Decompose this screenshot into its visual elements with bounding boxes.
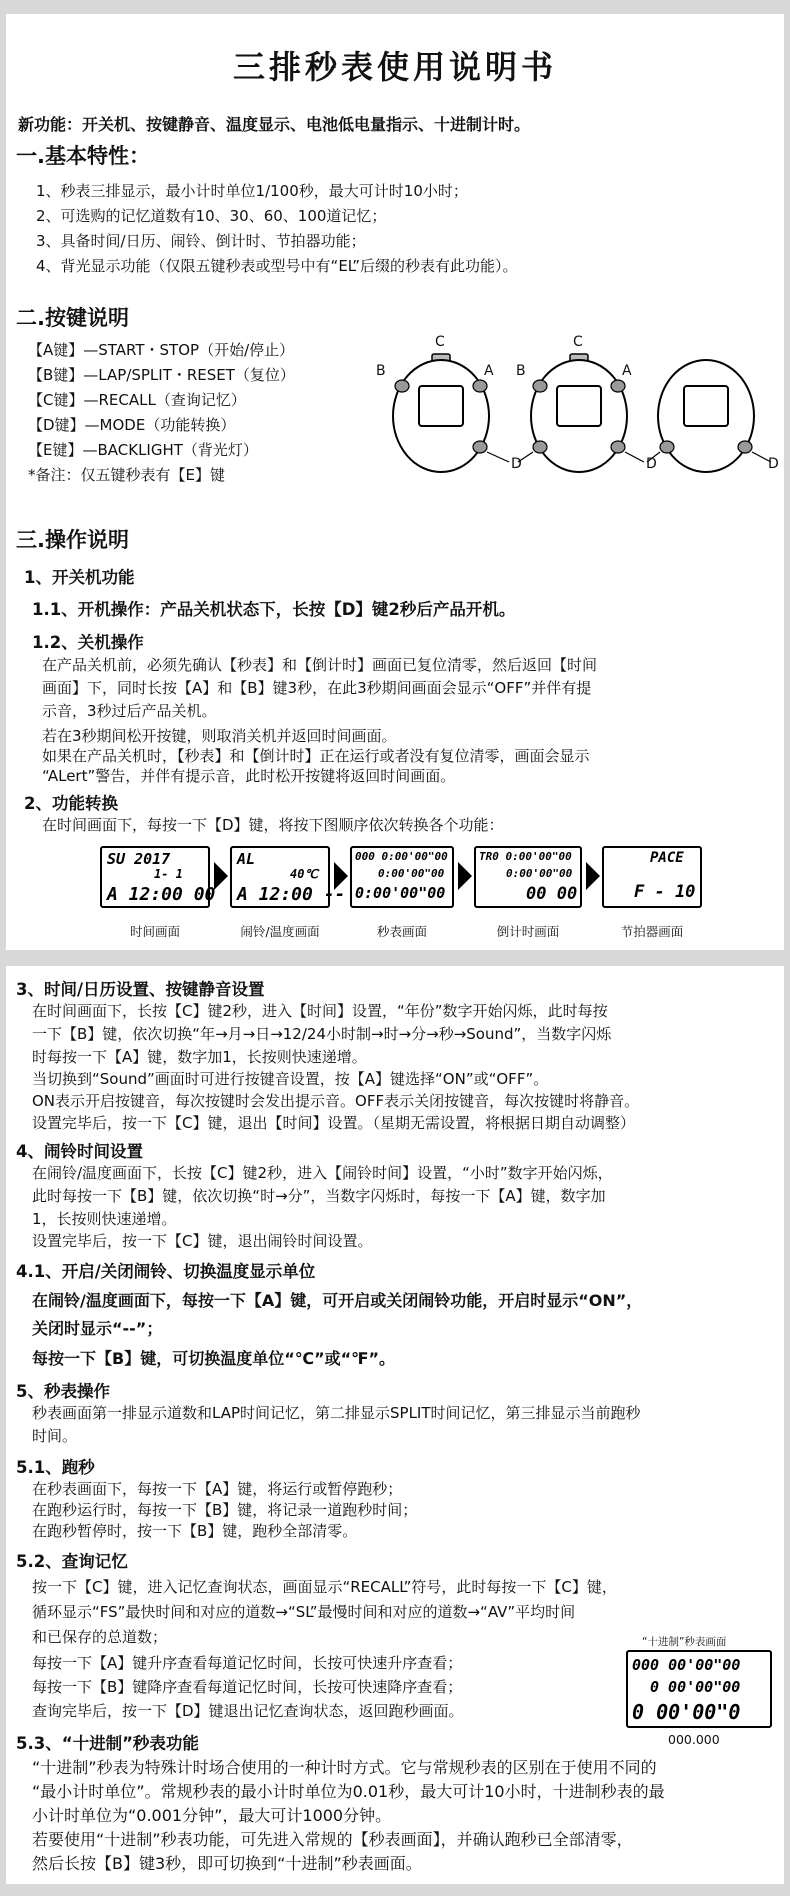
run-line: 在秒表画面下，每按一下【A】键，将运行或暂停跑秒； (32, 1480, 403, 1498)
recall-line: 循环显示“FS”最快时间和对应的道数→“SL”最慢时间和对应的道数→“AV”平均时间 (32, 1603, 576, 1621)
decimal-line: “十进制”秒表为特殊计时场合使用的一种计时方式。它与常规秒表的区别在于使用不同的 (32, 1758, 657, 1777)
arrow-right-icon (334, 862, 348, 890)
power-heading: 1、开关机功能 (24, 568, 135, 587)
lcd-row: 0:00'00"00 (355, 884, 446, 902)
power-off-line: 示音，3秒过后产品关机。 (42, 702, 217, 720)
decimal-heading: 5.3、“十进制”秒表功能 (16, 1734, 199, 1753)
caption-alarm: 闹铃/温度画面 (240, 924, 320, 939)
key-note: *备注：仅五键秒表有【E】键 (28, 466, 225, 484)
time-setting-heading: 3、时间/日历设置、按键静音设置 (16, 980, 265, 999)
lcd-row: A 12:00 -- (237, 884, 346, 905)
mode-text: 在时间画面下，每按一下【D】键，将按下图顺序依次转换各个功能： (42, 816, 504, 834)
time-setting-line: 当切换到“Sound”画面时可进行按键音设置，按【A】键选择“ON”或“OFF”。 (32, 1070, 549, 1088)
recall-line: 和已保存的总道数； (32, 1628, 168, 1646)
new-features: 新功能：开关机、按键静音、温度显示、电池低电量指示、十进制计时。 (18, 115, 531, 134)
decimal-line: 小计时单位为“0.001分钟”，最大可计1000分钟。 (32, 1806, 392, 1825)
lcd-row: 0:00'00"00 (506, 867, 573, 880)
stopwatch-line: 秒表画面第一排显示道数和LAP时间记忆，第二排显示SPLIT时间记忆，第三排显示当前跑秒 (32, 1404, 641, 1422)
key-e: 【E键】—BACKLIGHT（背光灯） (28, 441, 258, 459)
label-d: D (511, 456, 522, 472)
caption-metronome: 节拍器画面 (620, 924, 684, 939)
label-a: A (622, 363, 632, 379)
page-title: 三排秒表使用说明书 (232, 48, 557, 86)
alarm-setting-heading: 4、闹铃时间设置 (16, 1142, 143, 1161)
lcd-alarm-screen (230, 846, 346, 908)
arrow-right-icon (458, 862, 472, 890)
time-setting-line: 在时间画面下，长按【C】键2秒，进入【时间】设置，“年份”数字开始闪烁，此时每按 (32, 1002, 608, 1020)
basic-item-1: 1、秒表三排显示，最小计时单位1/100秒，最大可计时10小时； (36, 182, 468, 200)
lcd-metronome-screen (602, 846, 702, 908)
lcd-row: 0 00'00"0 (632, 1700, 741, 1724)
basic-item-2: 2、可选购的记忆道数有10、30、60、100道记忆； (36, 207, 387, 225)
lcd-stopwatch-screen (350, 846, 454, 908)
caption-time: 时间画面 (129, 924, 180, 939)
decimal-line: “最小计时单位”。常规秒表的最小计时单位为0.01秒，最大可计10小时，十进制秒表的最 (32, 1782, 665, 1801)
run-line: 在跑秒运行时，每按一下【B】键，将记录一道跑秒时间； (32, 1501, 418, 1519)
power-off-line: 如果在产品关机时，【秒表】和【倒计时】正在运行或者没有复位清零，画面会显示 (42, 747, 590, 765)
power-off-line: 在产品关机前，必须先确认【秒表】和【倒计时】画面已复位清零，然后返回【时间 (42, 656, 598, 674)
section-ops-heading: 三.操作说明 (16, 528, 129, 552)
recall-heading: 5.2、查询记忆 (16, 1552, 128, 1571)
alarm-setting-line: 设置完毕后，按一下【C】键，退出闹铃时间设置。 (32, 1232, 373, 1250)
label-d: D (768, 456, 779, 472)
power-off-line: 画面】下，同时长按【A】和【B】键3秒，在此3秒期间画面会显示“OFF”并伴有提 (42, 679, 592, 697)
power-off-line: “ALert”警告，并伴有提示音，此时松开按键将返回时间画面。 (42, 767, 456, 785)
stopwatch-line: 时间。 (32, 1427, 78, 1445)
key-b: 【B键】—LAP/SPLIT・RESET（复位） (28, 366, 295, 384)
alarm-setting-line: 此时每按一下【B】键，依次切换“时→分”，当数字闪烁时，每按一下【A】键，数字加 (32, 1187, 606, 1205)
mode-heading: 2、功能转换 (24, 794, 118, 813)
recall-line: 查询完毕后，按一下【D】键退出记忆查询状态，返回跑秒画面。 (32, 1702, 464, 1720)
recall-line: 每按一下【A】键升序查看每道记忆时间，长按可快速升序查看； (32, 1654, 463, 1672)
lcd-row: 40℃ (290, 867, 318, 881)
power-off-heading: 1.2、关机操作 (32, 633, 144, 652)
stopwatch-icon (647, 360, 771, 472)
run-line: 在跑秒暂停时，按一下【B】键，跑秒全部清零。 (32, 1522, 358, 1540)
decimal-line: 若要使用“十进制”秒表功能，可先进入常规的【秒表画面】，并确认跑秒已全部清零， (32, 1830, 633, 1849)
alarm-setting-line: 在闹铃/温度画面下，长按【C】键2秒，进入【闹铃时间】设置，“小时”数字开始闪烁， (32, 1164, 613, 1182)
lcd-row: 0 00'00"00 (650, 1678, 741, 1696)
lcd-row: 000 0:00'00"00 (355, 850, 448, 863)
lcd-row: 000 00'00"00 (632, 1656, 741, 1674)
key-a: 【A键】—START・STOP（开始/停止） (28, 341, 295, 359)
lcd-row: 00 00 (526, 884, 578, 904)
lcd-row: SU 2017 (107, 850, 171, 868)
key-c: 【C键】—RECALL（查询记忆） (28, 391, 246, 409)
lcd-row: F - 10 (634, 882, 696, 902)
lcd-decimal-screen (626, 1650, 772, 1728)
power-off-line: 若在3秒期间松开按键，则取消关机并返回时间画面。 (42, 727, 397, 745)
recall-line: 每按一下【B】键降序查看每道记忆时间，长按可快速降序查看； (32, 1678, 463, 1696)
time-setting-line: ON表示开启按键音，每次按键时会发出提示音。OFF表示关闭按键音，每次按键时将静音。 (32, 1092, 640, 1110)
alarm-toggle-line: 关闭时显示“--”； (32, 1319, 163, 1338)
alarm-setting-line: 1，长按则快速递增。 (32, 1210, 177, 1228)
page-sheet-bottom (6, 966, 784, 1884)
decimal-screen-label: “十进制”秒表画面 (642, 1636, 727, 1648)
caption-countdown: 倒计时画面 (496, 924, 560, 939)
basic-item-3: 3、具备时间/日历、闹铃、倒计时、节拍器功能； (36, 232, 366, 250)
label-d: D (646, 456, 657, 472)
lcd-row: PACE (650, 850, 684, 866)
decimal-line: 然后长按【B】键3秒，即可切换到“十进制”秒表画面。 (32, 1854, 422, 1873)
lcd-time-screen (100, 846, 216, 908)
lcd-row: AL (237, 850, 256, 868)
label-c: C (573, 334, 583, 350)
run-heading: 5.1、跑秒 (16, 1458, 95, 1477)
label-a: A (484, 363, 494, 379)
caption-stopwatch: 秒表画面 (376, 924, 427, 939)
arrow-right-icon (586, 862, 600, 890)
label-b: B (516, 363, 526, 379)
label-c: C (435, 334, 445, 350)
lcd-row: 1- 1 (154, 867, 183, 881)
stopwatch-heading: 5、秒表操作 (16, 1382, 110, 1401)
basic-item-4: 4、背光显示功能（仅限五键秒表或型号中有“EL”后缀的秒表有此功能）。 (36, 257, 518, 275)
lcd-countdown-screen (474, 846, 582, 908)
section-basic-heading: 一.基本特性： (16, 144, 150, 168)
label-b: B (376, 363, 386, 379)
time-setting-line: 设置完毕后，按一下【C】键，退出【时间】设置。（星期无需设置，将根据日期自动调整） (32, 1114, 635, 1132)
key-d: 【D键】—MODE（功能转换） (28, 416, 236, 434)
section-keys-heading: 二.按键说明 (16, 306, 129, 330)
decimal-screen-caption: 000.000 (668, 1732, 720, 1747)
arrow-right-icon (214, 862, 228, 890)
alarm-toggle-heading: 4.1、开启/关闭闹铃、切换温度显示单位 (16, 1262, 316, 1281)
lcd-row: TR0 0:00'00"00 (479, 850, 572, 863)
recall-line: 按一下【C】键，进入记忆查询状态，画面显示“RECALL”符号，此时每按一下【C】键， (32, 1578, 617, 1596)
lcd-row: 0:00'00"00 (378, 867, 445, 880)
stopwatch-diagrams (366, 344, 784, 494)
power-on-text: 1.1、开机操作：产品关机状态下，长按【D】键2秒后产品开机。 (32, 600, 516, 619)
time-setting-line: 一下【B】键，依次切换“年→月→日→12/24小时制→时→分→秒→Sound”，当数字闪烁 (32, 1025, 612, 1043)
lcd-row: A 12:00 00 (107, 884, 216, 905)
alarm-toggle-line: 每按一下【B】键，可切换温度单位“℃”或“℉”。 (32, 1349, 396, 1368)
page-sheet-top (6, 14, 784, 950)
alarm-toggle-line: 在闹铃/温度画面下，每按一下【A】键，可开启或关闭闹铃功能，开启时显示“ON”， (32, 1291, 643, 1310)
time-setting-line: 时每按一下【A】键，数字加1，长按则快速递增。 (32, 1048, 367, 1066)
